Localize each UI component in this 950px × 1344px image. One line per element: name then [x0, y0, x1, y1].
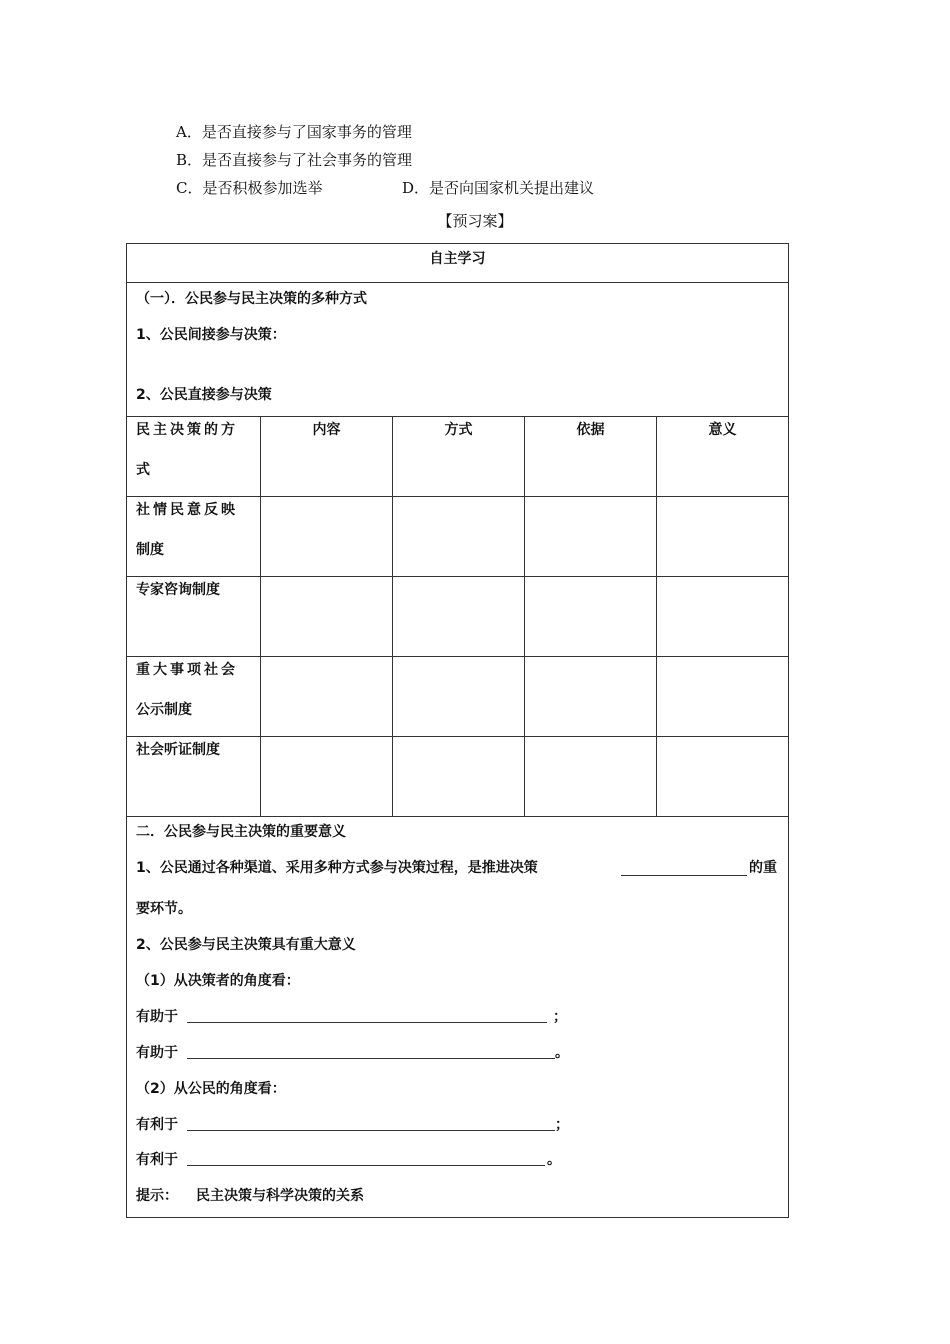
blank-underline — [187, 1022, 547, 1023]
table-header-way: 方式 — [444, 422, 473, 438]
blank-underline — [187, 1130, 555, 1131]
fill1-label: 有助于 — [136, 1009, 178, 1025]
fill3-label: 有利于 — [136, 1117, 178, 1133]
table-header-significance: 意义 — [708, 422, 737, 438]
blank-underline — [187, 1165, 545, 1166]
table-row-label-cont: 公示制度 — [136, 702, 192, 718]
table-col-border — [260, 416, 261, 816]
table-row-border — [127, 736, 788, 737]
subheading-decision-maker: （1）从决策者的角度看： — [136, 973, 300, 989]
table-header-content: 内容 — [312, 422, 341, 438]
part1-title: （一）．公民参与民主决策的多种方式 — [136, 291, 367, 307]
table-row-label-cont: 制度 — [136, 542, 164, 558]
option-d: D．是否向国家机关提出建议 — [402, 179, 595, 197]
table-row-label: 专家咨询制度 — [136, 582, 220, 598]
fill4-label: 有利于 — [136, 1152, 178, 1168]
paragraph1-cont: 要环节。 — [136, 901, 192, 917]
item2-text: 2、公民直接参与决策 — [136, 387, 272, 403]
fill3-end: ； — [555, 1117, 569, 1133]
hint-label: 提示： — [136, 1188, 178, 1204]
option-b: B．是否直接参与了社会事务的管理 — [176, 151, 413, 169]
item1-text: 1、公民间接参与决策： — [136, 327, 286, 343]
paragraph2: 2、公民参与民主决策具有重大意义 — [136, 937, 356, 953]
section-title: 【预习案】 — [437, 212, 513, 230]
table-row-border — [127, 576, 788, 577]
table-header-method-line2: 式 — [136, 462, 150, 478]
table-col-border — [524, 416, 525, 816]
table-row-label: 重大事项社会 — [136, 662, 238, 678]
self-study-box — [126, 243, 789, 1218]
fill2-label: 有助于 — [136, 1045, 178, 1061]
table-header-method-line1: 民主决策的方 — [136, 422, 238, 438]
fill4-end: 。 — [547, 1152, 561, 1168]
table-row-label: 社会听证制度 — [136, 742, 220, 758]
blank-underline — [621, 875, 747, 876]
paragraph1-start: 1、公民通过各种渠道、采用多种方式参与决策过程，是推进决策 — [136, 860, 538, 876]
hint-text: 民主决策与科学决策的关系 — [196, 1188, 364, 1204]
table-row-label: 社情民意反映 — [136, 502, 238, 518]
fill1-end: ； — [553, 1009, 567, 1025]
subheading-citizen: （2）从公民的角度看： — [136, 1081, 286, 1097]
blank-underline — [187, 1058, 555, 1059]
table-col-border — [656, 416, 657, 816]
table-col-border — [392, 416, 393, 816]
table-header-basis: 依据 — [576, 422, 605, 438]
box-header: 自主学习 — [429, 251, 486, 267]
part2-title: 二．公民参与民主决策的重要意义 — [136, 824, 346, 840]
table-bottom-border — [127, 816, 788, 817]
option-c: C．是否积极参加选举 — [176, 179, 323, 197]
option-a: A．是否直接参与了国家事务的管理 — [176, 123, 412, 141]
paragraph1-end: 的重 — [749, 860, 777, 876]
divider — [127, 282, 788, 283]
fill2-end: 。 — [555, 1045, 569, 1061]
